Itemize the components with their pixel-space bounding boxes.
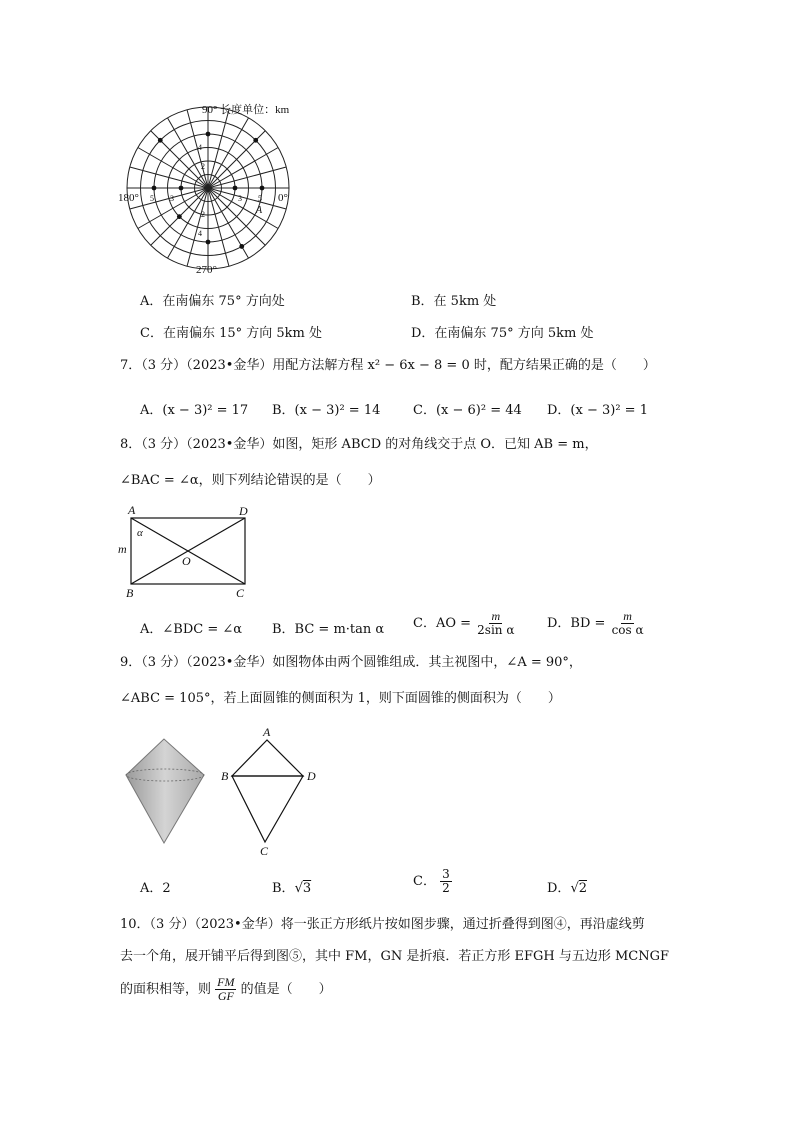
q8-option-c-prefix: C．AO = [413, 616, 472, 631]
ring-label-2-bottom: 2 [201, 210, 205, 219]
q9-option-c[interactable] [413, 868, 452, 895]
q6-option-b[interactable]: B．在 5km 处 [411, 294, 497, 309]
ring-label-4-bottom: 4 [198, 229, 202, 238]
ring-label-2-top: 2 [201, 162, 205, 171]
polar-point [177, 214, 182, 219]
angle-label-0: 0° [278, 192, 288, 204]
q9-option-d-prefix: D． [547, 881, 571, 896]
polar-point [260, 186, 265, 191]
polar-point [239, 244, 244, 249]
q6-option-d[interactable]: D．在南偏东 75° 方向 5km 处 [411, 326, 594, 341]
q8-stem-line2: ∠BAC = ∠α，则下列结论错误的是（ ） [120, 473, 381, 488]
angle-label-180: 180° [118, 192, 139, 204]
polar-point [206, 132, 211, 137]
q9-option-b-radicand: 3 [302, 881, 312, 896]
q8-option-c-denominator: 2sin α [477, 623, 515, 637]
sqrt-icon: √ [294, 881, 303, 896]
front-view-label-d: D [307, 769, 316, 783]
q8-option-d-fraction [610, 610, 646, 637]
q10-fraction-denominator: GF [217, 989, 234, 1003]
q9-stem-line2: ∠ABC = 105°，若上面圆锥的侧面积为 1，则下面圆锥的侧面积为（ ） [120, 691, 561, 706]
q9-option-c-denominator: 2 [442, 881, 450, 895]
q8-stem-line1: 8．（3 分）（2023•金华）如图，矩形 ABCD 的对角线交于点 O．已知 AB = m， [120, 437, 598, 452]
q10-line1: 10．（3 分）（2023•金华）将一张正方形纸片按如图步骤，通过折叠得到图④，再沿虚线剪 [120, 917, 645, 932]
q10-line3 [120, 976, 332, 1003]
q9-option-c-prefix: C． [413, 874, 436, 889]
polar-point [233, 186, 238, 191]
q8-option-a[interactable]: A．∠BDC = ∠α [140, 622, 243, 637]
ring-label-4-top: 4 [198, 143, 202, 152]
polar-point [206, 240, 211, 245]
front-view-label-a: A [263, 725, 271, 739]
q7-option-c[interactable]: C．(x − 6)² = 44 [413, 403, 522, 418]
q10-line3-prefix: 的面积相等，则 [120, 982, 212, 997]
q8-option-b[interactable]: B．BC = m·tan α [272, 622, 385, 637]
q10-line2: 去一个角，展开铺平后得到图⑤，其中 FM，GN 是折痕．若正方形 EFGH 与五边形 MCNGF [120, 949, 670, 964]
q8-option-d[interactable] [547, 610, 646, 637]
rectangle-abcd-figure [112, 502, 262, 602]
polar-point [152, 186, 157, 191]
polar-title: 90° 长度单位：km [202, 104, 290, 116]
front-view-label-c: C [260, 844, 269, 858]
q9-option-c-fraction [440, 868, 452, 895]
polar-point [253, 138, 258, 143]
angle-label-270: 270° [196, 264, 217, 276]
q9-option-d[interactable] [547, 877, 587, 896]
polar-point [179, 186, 184, 191]
rect-label-alpha: α [137, 527, 143, 539]
rect-label-m: m [118, 542, 127, 556]
polar-point [158, 138, 163, 143]
q9-option-c-numerator: 3 [442, 867, 450, 881]
q7-option-b[interactable]: B．(x − 3)² = 14 [272, 403, 381, 418]
q10-fraction-numerator: FM [217, 975, 235, 989]
q10-line3-suffix: 的值是（ ） [240, 982, 332, 997]
q8-option-d-numerator: m [623, 609, 632, 623]
q10-fraction [215, 976, 236, 1003]
polar-grid-figure [118, 95, 330, 280]
rect-label-d: D [239, 504, 248, 518]
rect-label-c: C [236, 586, 245, 600]
q8-option-c[interactable] [413, 610, 516, 637]
rect-label-o: O [182, 554, 191, 568]
q8-option-d-denominator: cos α [611, 623, 644, 637]
ring-label-5-right: 5 [258, 194, 262, 203]
double-cone-solid-figure [120, 735, 210, 850]
q6-option-a[interactable]: A．在南偏东 75° 方向处 [140, 294, 285, 309]
sqrt-icon: √ [570, 881, 579, 896]
q8-option-d-prefix: D．BD = [547, 616, 606, 631]
q7-stem: 7．（3 分）（2023•金华）用配方法解方程 x² − 6x − 8 = 0 时，配方结果正确的是（ ） [120, 358, 656, 373]
q7-option-a[interactable]: A．(x − 3)² = 17 [140, 403, 249, 418]
q8-option-c-fraction [475, 610, 516, 637]
q7-option-d[interactable]: D．(x − 3)² = 1 [547, 403, 648, 418]
ring-label-3-left: 3 [170, 194, 174, 203]
q9-option-b-prefix: B． [272, 881, 295, 896]
q8-option-c-numerator: m [491, 609, 501, 623]
ring-label-5-left: 5 [150, 194, 154, 203]
q9-option-b[interactable] [272, 877, 311, 896]
q6-option-c[interactable]: C．在南偏东 15° 方向 5km 处 [140, 326, 322, 341]
q9-option-d-radicand: 2 [578, 881, 588, 896]
cone-front-view-figure [215, 722, 325, 858]
rect-label-b: B [126, 586, 134, 600]
front-view-label-b: B [221, 769, 229, 783]
ring-label-3-right: 3 [238, 194, 242, 203]
q9-option-a[interactable]: A．2 [140, 881, 171, 896]
point-label-a: A [256, 205, 263, 216]
rect-label-a: A [128, 503, 136, 517]
q9-stem-line1: 9．（3 分）（2023•金华）如图物体由两个圆锥组成．其主视图中，∠A = 90°， [120, 655, 582, 670]
